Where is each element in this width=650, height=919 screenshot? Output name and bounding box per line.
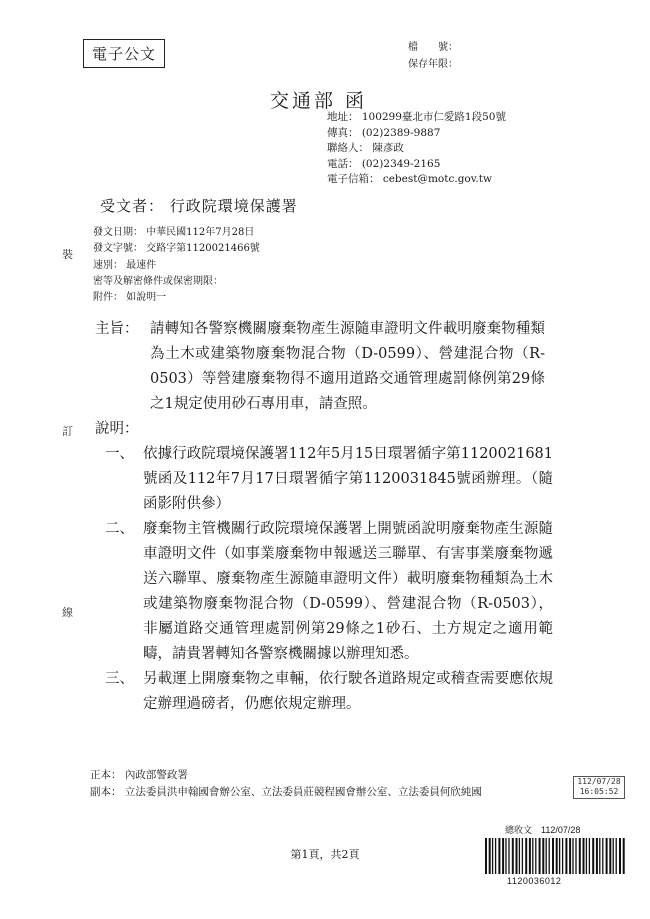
- archive-info: [408, 39, 458, 73]
- item-number: 二、: [105, 521, 134, 537]
- document-title: 交通部 函: [270, 90, 368, 112]
- contact-person: 聯絡人： 陳彥政: [327, 142, 404, 154]
- explanation-label: 說明：: [95, 421, 139, 437]
- email: 電子信箱： cebest@motc.gov.tw: [327, 173, 492, 185]
- secrecy: 密等及解密條件或保密期限：: [93, 275, 223, 287]
- e-document-stamp: 電子公文: [83, 39, 165, 68]
- barcode-number: 1120036012: [507, 876, 562, 886]
- speed: 速別： 最速件: [93, 259, 157, 271]
- stamp-time: 16:05:52: [579, 787, 619, 796]
- recipient: 受文者： 行政院環境保護署: [100, 197, 298, 215]
- subject-text: 請轉知各警察機關廢棄物產生源隨車證明文件載明廢棄物種類為土木或建築物廢棄物混合物（D-0599）、營建混合物（R-0503）等營建廢棄物得不適用道路交通管理處罰條例第29條之1規定使用砂石專用車，請查照。: [150, 321, 545, 412]
- document-body: [95, 317, 555, 717]
- address: 地址： 100299臺北市仁愛路1段50號: [327, 111, 506, 123]
- stamp-date: 112/07/28: [577, 777, 621, 786]
- binding-mark: 線: [62, 606, 73, 619]
- item-text: 廢棄物主管機關行政院環境保護署上開號函說明廢棄物產生源隨車證明文件（如事業廢棄物申報遞送三聯單、有害事業廢棄物遞送六聯單、廢棄物產生源隨車證明文件）載明廢棄物種類為土木或建築物廢棄物混合物（D-0599）、營建混合物（R-0503），非屬道路交通管理處罰例第29條之1砂石、土方規定之適用範疇，請貴署轉知各警察機關據以辦理知悉。: [143, 521, 553, 662]
- page-number: 第1頁，共2頁: [290, 848, 360, 861]
- main-recipient: 正本： 內政部警政署: [90, 769, 188, 781]
- fax: 傳真： (02)2389-9887: [327, 126, 441, 139]
- retention-label: 保存年限：: [408, 59, 458, 70]
- received-timestamp-stamp: [573, 776, 625, 799]
- copy-recipients: 副本： 立法委員洪申翰國會辦公室、立法委員莊競程國會辦公室、立法委員何欣純國: [90, 786, 482, 798]
- item-text: 另載運上開廢棄物之車輛，依行駛各道路規定或稽查需要應依規定辦理過磅者，仍應依規定辦理。: [143, 671, 553, 712]
- issue-date: 發文日期： 中華民國112年7月28日: [93, 227, 255, 238]
- explanation-item: [105, 442, 555, 517]
- binding-mark: 訂: [62, 425, 73, 438]
- item-number: 三、: [105, 671, 134, 687]
- explanation-item: [105, 667, 555, 717]
- issue-number: 發文字號： 交路字第1120021466號: [93, 243, 260, 255]
- phone: 電話： (02)2349-2165: [327, 157, 441, 170]
- explanation-item: [105, 517, 555, 667]
- contact-block: [327, 110, 506, 188]
- item-text: 依據行政院環境保護署112年5月15日環署循字第1120021681號函及112年7月17日環署循字第1120031845號函辦理。（隨函影附供參）: [143, 446, 553, 512]
- subject: [95, 317, 555, 417]
- issue-info: [93, 225, 260, 306]
- file-number-label: 檔 號：: [408, 42, 458, 53]
- receipt-label: 總收文 112/07/28: [505, 825, 581, 835]
- binding-mark: 裝: [62, 248, 73, 261]
- barcode: [483, 838, 625, 874]
- attachment: 附件： 如說明一: [93, 292, 167, 304]
- item-number: 一、: [105, 446, 134, 462]
- subject-label: 主旨：: [95, 321, 139, 337]
